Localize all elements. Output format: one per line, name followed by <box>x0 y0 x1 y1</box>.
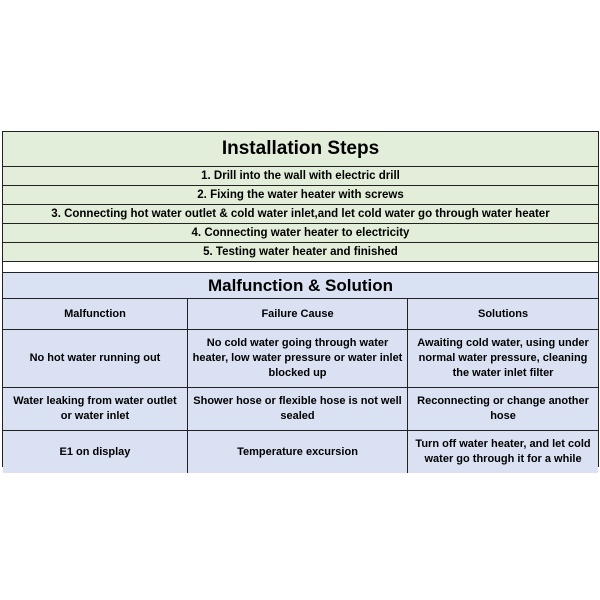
installation-step: 5. Testing water heater and finished <box>3 243 598 262</box>
failure-cause-cell: Shower hose or flexible hose is not well sealed <box>187 388 407 431</box>
solution-cell: Turn off water heater, and let cold water go through it for a while <box>408 431 598 474</box>
malfunction-title: Malfunction & Solution <box>3 273 598 299</box>
failure-cause-cell: Temperature excursion <box>187 431 407 474</box>
installation-section <box>3 132 598 262</box>
header-solutions: Solutions <box>408 299 598 330</box>
solution-cell: Reconnecting or change another hose <box>408 388 598 431</box>
installation-step: 4. Connecting water heater to electricity <box>3 224 598 243</box>
table-row <box>3 431 598 474</box>
manual-table <box>2 131 599 467</box>
section-divider <box>3 262 598 273</box>
malfunction-cell: No hot water running out <box>3 330 187 388</box>
installation-step: 1. Drill into the wall with electric drill <box>3 167 598 186</box>
malfunction-section <box>3 273 598 473</box>
installation-step: 2. Fixing the water heater with screws <box>3 186 598 205</box>
solution-cell: Awaiting cold water, using under normal water pressure, cleaning the water inlet filter <box>408 330 598 388</box>
malfunction-table <box>3 299 598 473</box>
installation-step: 3. Connecting hot water outlet & cold water inlet,and let cold water go through water heater <box>3 205 598 224</box>
table-row <box>3 330 598 388</box>
malfunction-cell: E1 on display <box>3 431 187 474</box>
malfunction-cell: Water leaking from water outlet or water inlet <box>3 388 187 431</box>
failure-cause-cell: No cold water going through water heater, low water pressure or water inlet blocked up <box>187 330 407 388</box>
header-malfunction: Malfunction <box>3 299 187 330</box>
table-row <box>3 388 598 431</box>
installation-title: Installation Steps <box>3 132 598 167</box>
table-header-row <box>3 299 598 330</box>
header-failure-cause: Failure Cause <box>187 299 407 330</box>
